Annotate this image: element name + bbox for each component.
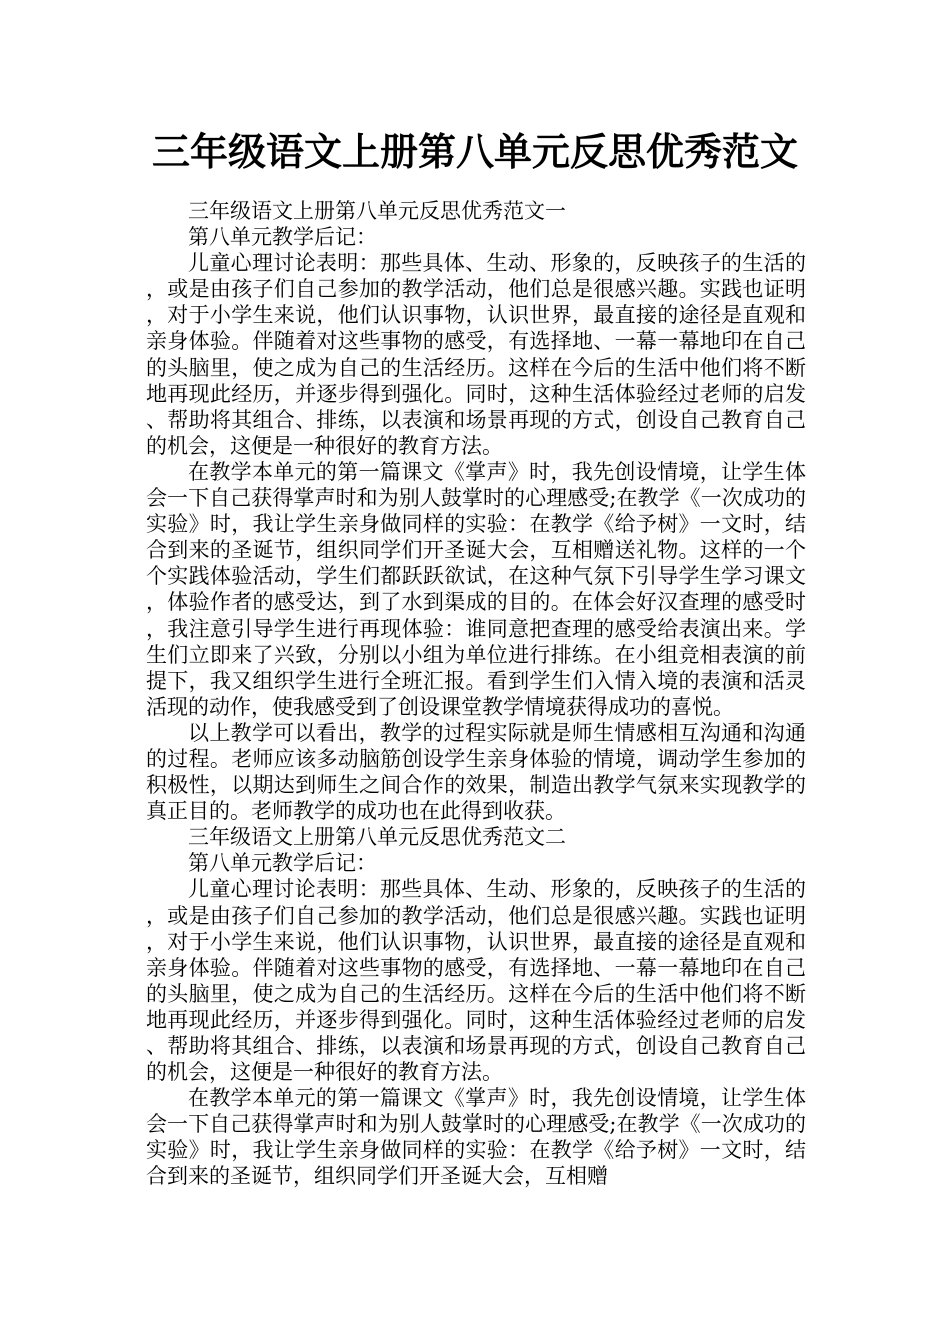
body-paragraph: 以上教学可以看出，教学的过程实际就是师生情感相互沟通和沟通的过程。老师应该多动脑筋创设学生亲身体验的情境，调动学生参加的积极性，以期达到师生之间合作的效果，制造出教学气氛来实现教学的真正目的。老师教学的成功也在此得到收获。 (146, 720, 806, 824)
body-paragraph: 儿童心理讨论表明：那些具体、生动、形象的，反映孩子的生活的，或是由孩子们自己参加的教学活动，他们总是很感兴趣。实践也证明，对于小学生来说，他们认识事物，认识世界，最直接的途径是直观和亲身体验。伴随着对这些事物的感受，有选择地、一幕一幕地印在自己的头脑里，使之成为自己的生活经历。这样在今后的生活中他们将不断地再现此经历，并逐步得到强化。同时，这种生活体验经过老师的启发、帮助将其组合、排练，以表演和场景再现的方式，创设自己教育自己的机会，这便是一种很好的教育方法。 (146, 877, 806, 1085)
body-paragraph: 在教学本单元的第一篇课文《掌声》时，我先创设情境，让学生体会一下自己获得掌声时和为别人鼓掌时的心理感受;在教学《一次成功的实验》时，我让学生亲身做同样的实验：在教学《给予树》一文时，结合到来的圣诞节，组织同学们开圣诞大会，互相赠 (146, 1086, 806, 1189)
section-heading-1: 三年级语文上册第八单元反思优秀范文一 (188, 199, 566, 223)
document-body (146, 198, 806, 1190)
section-heading-2: 三年级语文上册第八单元反思优秀范文二 (188, 825, 566, 850)
subheading-1: 第八单元教学后记： (188, 225, 377, 250)
document-title: 三年级语文上册第八单元反思优秀范文 (151, 130, 798, 174)
body-paragraph: 在教学本单元的第一篇课文《掌声》时，我先创设情境，让学生体会一下自己获得掌声时和为别人鼓掌时的心理感受;在教学《一次成功的实验》时，我让学生亲身做同样的实验：在教学《给予树》一文时，结合到来的圣诞节，组织同学们开圣诞大会，互相赠送礼物。这样的一个个实践体验活动，学生们都跃跃欲试，在这种气氛下引导学生学习课文，体验作者的感受达，到了水到渠成的目的。在体会好汉查理的感受时，我注意引导学生进行再现体验：谁同意把查理的感受给表演出来。学生们立即来了兴致，分别以小组为单位进行排练。在小组竞相表演的前提下，我又组织学生进行全班汇报。看到学生们入情入境的表演和活灵活现的动作，使我感受到了创设课堂教学情境获得成功的喜悦。 (146, 459, 806, 719)
body-paragraph: 儿童心理讨论表明：那些具体、生动、形象的，反映孩子的生活的，或是由孩子们自己参加的教学活动，他们总是很感兴趣。实践也证明，对于小学生来说，他们认识事物，认识世界，最直接的途径是直观和亲身体验。伴随着对这些事物的感受，有选择地、一幕一幕地印在自己的头脑里，使之成为自己的生活经历。这样在今后的生活中他们将不断地再现此经历，并逐步得到强化。同时，这种生活体验经过老师的启发、帮助将其组合、排练，以表演和场景再现的方式，创设自己教育自己的机会，这便是一种很好的教育方法。 (146, 251, 806, 458)
subheading-2: 第八单元教学后记： (188, 851, 377, 876)
